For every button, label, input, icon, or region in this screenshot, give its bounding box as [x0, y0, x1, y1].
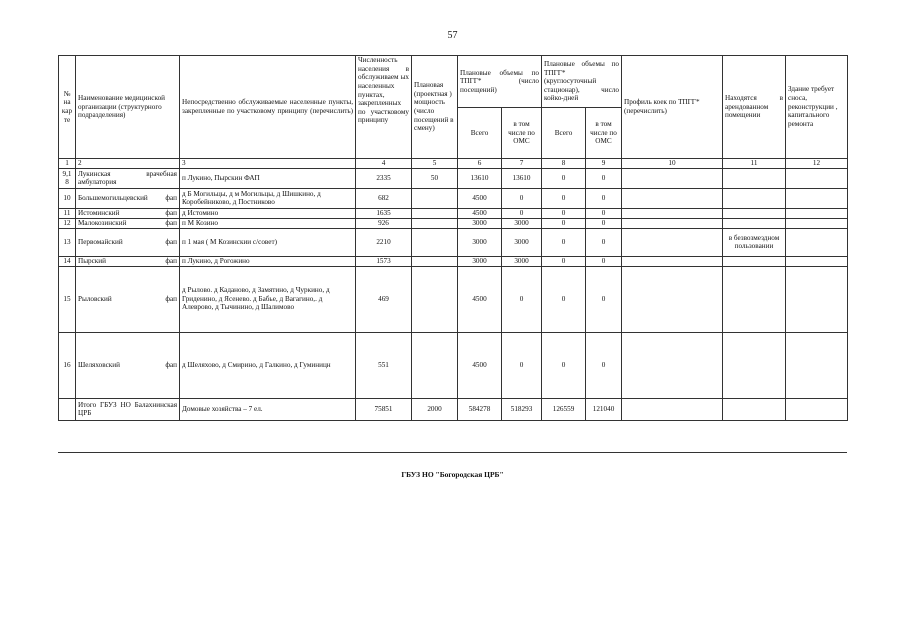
- row-capacity: 50: [412, 168, 458, 188]
- table-row: [59, 266, 848, 332]
- table-row: [59, 168, 848, 188]
- row-visits-oms: 0: [502, 208, 542, 218]
- row-num: 13: [59, 228, 76, 256]
- row-capacity: [412, 218, 458, 228]
- row-rented: [723, 398, 786, 420]
- row-visits-oms: 0: [502, 332, 542, 398]
- row-rented: [723, 256, 786, 266]
- colnum: 6: [458, 159, 502, 169]
- total-row: [59, 398, 848, 420]
- colnum: 8: [542, 159, 586, 169]
- row-population: 1573: [356, 256, 412, 266]
- header-visits-total: Всего: [458, 108, 502, 159]
- row-visits-total: 13610: [458, 168, 502, 188]
- row-num: 14: [59, 256, 76, 266]
- row-profile: [622, 218, 723, 228]
- row-org: Малокозинский фап: [76, 218, 180, 228]
- footer-title: ГБУЗ НО "Богородская ЦРБ": [401, 470, 504, 479]
- row-population: 75851: [356, 398, 412, 420]
- row-beddays-total: 0: [542, 208, 586, 218]
- header-beddays-total: Всего: [542, 108, 586, 159]
- footer-divider: [58, 452, 847, 453]
- row-visits-total: 4500: [458, 188, 502, 208]
- page-number: 57: [447, 30, 458, 41]
- row-served: п М Козино: [180, 218, 356, 228]
- row-org: Итого ГБУЗ НО Балахнинская ЦРБ: [76, 398, 180, 420]
- row-beddays-oms: 0: [586, 256, 622, 266]
- row-visits-oms: 0: [502, 188, 542, 208]
- row-profile: [622, 168, 723, 188]
- row-rented: в безвозмездном пользовании: [723, 228, 786, 256]
- header-population: Численность населения в обслуживаем ых населенных пунктах, закрепленных по участковому принципу: [356, 56, 412, 159]
- row-building: [786, 188, 848, 208]
- row-beddays-total: 0: [542, 168, 586, 188]
- row-profile: [622, 188, 723, 208]
- row-beddays-total: 0: [542, 218, 586, 228]
- row-rented: [723, 208, 786, 218]
- row-rented: [723, 266, 786, 332]
- row-profile: [622, 332, 723, 398]
- table-row: [59, 256, 848, 266]
- row-served: д Б Могильцы, д м Могильцы, д Шишкино, д Коробейниково, д Постниково: [180, 188, 356, 208]
- row-beddays-oms: 121040: [586, 398, 622, 420]
- row-org: Большемогильцевский фап: [76, 188, 180, 208]
- colnum: 5: [412, 159, 458, 169]
- header-visits: Плановые объемы по ТПГГ* (число посещений): [458, 56, 542, 108]
- row-served: д Истомино: [180, 208, 356, 218]
- row-visits-total: 4500: [458, 266, 502, 332]
- row-building: [786, 332, 848, 398]
- table-row: [59, 332, 848, 398]
- row-population: 926: [356, 218, 412, 228]
- row-building: [786, 266, 848, 332]
- row-visits-total: 4500: [458, 332, 502, 398]
- row-org: Первомайский фап: [76, 228, 180, 256]
- row-building: [786, 228, 848, 256]
- row-num: 12: [59, 218, 76, 228]
- row-visits-oms: 13610: [502, 168, 542, 188]
- row-visits-oms: 0: [502, 266, 542, 332]
- header-row: [59, 56, 848, 108]
- row-population: 469: [356, 266, 412, 332]
- row-org: Пырский фап: [76, 256, 180, 266]
- row-rented: [723, 218, 786, 228]
- row-population: 682: [356, 188, 412, 208]
- row-org: Истоминский фап: [76, 208, 180, 218]
- table-row: [59, 218, 848, 228]
- colnum: 9: [586, 159, 622, 169]
- colnum: 12: [786, 159, 848, 169]
- row-rented: [723, 168, 786, 188]
- header-profile: Профиль коек по ТПГГ* (перечислить): [622, 56, 723, 159]
- row-visits-total: 3000: [458, 218, 502, 228]
- row-beddays-oms: 0: [586, 208, 622, 218]
- row-profile: [622, 256, 723, 266]
- row-beddays-oms: 0: [586, 266, 622, 332]
- row-visits-oms: 3000: [502, 228, 542, 256]
- row-capacity: [412, 208, 458, 218]
- row-served: п Лукино, Пырскин ФАП: [180, 168, 356, 188]
- row-beddays-total: 0: [542, 228, 586, 256]
- medical-facilities-table: [58, 55, 848, 421]
- row-org: Рыловский фап: [76, 266, 180, 332]
- row-profile: [622, 398, 723, 420]
- header-building: Здание требует сноса, реконструкции , капитального ремонта: [786, 56, 848, 159]
- row-profile: [622, 266, 723, 332]
- row-population: 551: [356, 332, 412, 398]
- row-population: 1635: [356, 208, 412, 218]
- row-org: Лукинская врачебная амбулатория: [76, 168, 180, 188]
- colnum: 10: [622, 159, 723, 169]
- row-num: 9,18: [59, 168, 76, 188]
- row-num: 10: [59, 188, 76, 208]
- header-beddays: Плановые объемы по ТПГГ* (круглосуточный стационар), число койко-дней: [542, 56, 622, 108]
- row-capacity: [412, 188, 458, 208]
- header-served: Непосредственно обслуживаемые населенные пункты, закрепленные по участковому принципу (перечислить): [180, 56, 356, 159]
- row-rented: [723, 332, 786, 398]
- row-capacity: [412, 228, 458, 256]
- row-building: [786, 208, 848, 218]
- row-beddays-oms: 0: [586, 168, 622, 188]
- row-num: 16: [59, 332, 76, 398]
- row-visits-total: 4500: [458, 208, 502, 218]
- row-served: д Рылово. д Каданово, д Замятино, д Чуркино, д Гриденино, д Ясенево. д Бабье, д Вагагино,. д Алеврово, д Тычинино, д Шалимово: [180, 266, 356, 332]
- row-visits-total: 3000: [458, 256, 502, 266]
- header-num: № на кар те: [59, 56, 76, 159]
- row-visits-total: 584278: [458, 398, 502, 420]
- header-capacity: Плановая (проектная ) мощность (число посещений в смену): [412, 56, 458, 159]
- row-served: д Шеляховo, д Смирино, д Галкино, д Гуминицн: [180, 332, 356, 398]
- row-building: [786, 168, 848, 188]
- row-num: 11: [59, 208, 76, 218]
- colnum: 7: [502, 159, 542, 169]
- row-visits-total: 3000: [458, 228, 502, 256]
- row-org: Шеляховский фап: [76, 332, 180, 398]
- column-number-row: [59, 159, 848, 169]
- row-rented: [723, 188, 786, 208]
- row-visits-oms: 3000: [502, 218, 542, 228]
- row-beddays-total: 0: [542, 332, 586, 398]
- colnum: 2: [76, 159, 180, 169]
- row-capacity: 2000: [412, 398, 458, 420]
- header-rented: Находятся в арендованном помещении: [723, 56, 786, 159]
- colnum: 1: [59, 159, 76, 169]
- colnum: 4: [356, 159, 412, 169]
- row-building: [786, 256, 848, 266]
- row-beddays-oms: 0: [586, 218, 622, 228]
- row-num: [59, 398, 76, 420]
- header-org: Наименование медицинской организации (структурного подразделения): [76, 56, 180, 159]
- row-served: п Лукино, д Рогожино: [180, 256, 356, 266]
- row-beddays-total: 0: [542, 188, 586, 208]
- colnum: 11: [723, 159, 786, 169]
- header-beddays-oms: в том числе по ОМС: [586, 108, 622, 159]
- row-profile: [622, 228, 723, 256]
- row-served: Домовые хозяйства – 7 ел.: [180, 398, 356, 420]
- row-building: [786, 398, 848, 420]
- row-visits-oms: 518293: [502, 398, 542, 420]
- row-beddays-total: 0: [542, 256, 586, 266]
- table-row: [59, 208, 848, 218]
- row-visits-oms: 3000: [502, 256, 542, 266]
- table-row: [59, 188, 848, 208]
- row-served: п 1 мая ( М Козинскии с/совет): [180, 228, 356, 256]
- colnum: 3: [180, 159, 356, 169]
- row-capacity: [412, 256, 458, 266]
- row-capacity: [412, 266, 458, 332]
- row-beddays-total: 0: [542, 266, 586, 332]
- row-profile: [622, 208, 723, 218]
- row-capacity: [412, 332, 458, 398]
- row-population: 2335: [356, 168, 412, 188]
- row-beddays-oms: 0: [586, 332, 622, 398]
- row-population: 2210: [356, 228, 412, 256]
- row-beddays-oms: 0: [586, 188, 622, 208]
- row-beddays-oms: 0: [586, 228, 622, 256]
- row-num: 15: [59, 266, 76, 332]
- row-beddays-total: 126559: [542, 398, 586, 420]
- header-visits-oms: в том числе по ОМС: [502, 108, 542, 159]
- table-row: [59, 228, 848, 256]
- row-building: [786, 218, 848, 228]
